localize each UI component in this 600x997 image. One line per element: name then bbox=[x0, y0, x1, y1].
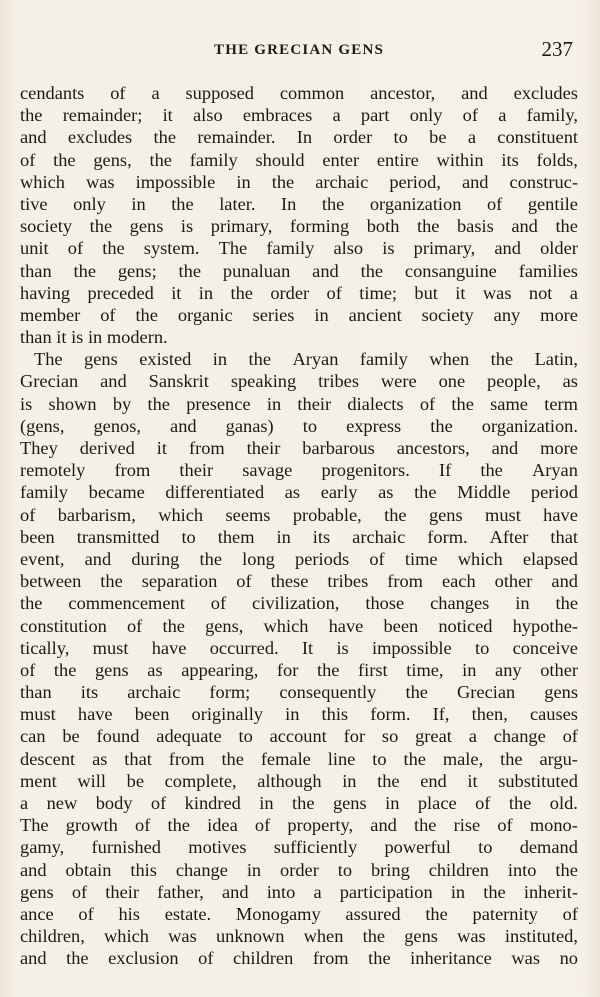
running-head bbox=[0, 34, 600, 64]
text-line: of barbarism, which seems probable, the gens must have bbox=[20, 504, 578, 525]
text-line: than the gens; the punaluan and the consanguine families bbox=[20, 260, 578, 281]
text-line: the commencement of civilization, those changes in the bbox=[20, 593, 578, 614]
text-line: must have been originally in this form. If, then, causes bbox=[20, 704, 578, 725]
text-line: is shown by the presence in their dialects of the same term bbox=[20, 393, 578, 414]
text-line: tically, must have occurred. It is impossible to conceive bbox=[20, 637, 578, 658]
paragraph bbox=[20, 348, 578, 969]
text-line: and the exclusion of children from the inheritance was no bbox=[20, 948, 578, 969]
text-line: been transmitted to them in its archaic form. After that bbox=[20, 526, 578, 547]
text-line: than its archaic form; consequently the Grecian gens bbox=[20, 682, 578, 703]
text-line: gens of their father, and into a participation in the inherit- bbox=[20, 881, 578, 902]
text-line: tive only in the later. In the organization of gentile bbox=[20, 193, 578, 214]
text-line: Grecian and Sanskrit speaking tribes were one people, as bbox=[20, 371, 578, 392]
page-number: 237 bbox=[541, 37, 573, 61]
text-line: The growth of the idea of property, and the rise of mono- bbox=[20, 815, 578, 836]
text-line: which was impossible in the archaic period, and construc- bbox=[20, 171, 578, 192]
text-line: They derived it from their barbarous ancestors, and more bbox=[20, 438, 578, 458]
paragraph bbox=[20, 82, 578, 348]
text-line: ment will be complete, although in the end it substituted bbox=[20, 770, 578, 791]
text-line: event, and during the long periods of time which elapsed bbox=[20, 548, 578, 569]
text-line: the remainder; it also embraces a part only of a family, bbox=[20, 105, 578, 126]
text-line: cendants of a supposed common ancestor, and excludes bbox=[20, 83, 578, 103]
text-line: than it is in modern. bbox=[20, 327, 168, 348]
text-line: society the gens is primary, forming both the basis and the bbox=[20, 216, 578, 237]
text-line: constitution of the gens, which have been noticed hypothe- bbox=[20, 615, 578, 636]
text-line: and excludes the remainder. In order to be a constituent bbox=[20, 127, 578, 148]
text-line: of the gens as appearing, for the first time, in any other bbox=[20, 659, 578, 680]
text-line: and obtain this change in order to bring children into the bbox=[20, 859, 578, 880]
text-line: gamy, furnished motives sufficiently powerful to demand bbox=[20, 837, 578, 858]
text-line: having preceded it in the order of time; but it was not a bbox=[20, 282, 578, 303]
text-line: member of the organic series in ancient society any more bbox=[20, 304, 578, 325]
text-line: unit of the system. The family also is primary, and older bbox=[20, 238, 578, 259]
running-title: THE GRECIAN GENS bbox=[214, 42, 385, 58]
text-line: children, which was unknown when the gens was instituted, bbox=[20, 926, 578, 947]
text-line: of the gens, the family should enter entire within its folds, bbox=[20, 149, 578, 170]
text-line: can be found adequate to account for so great a change of bbox=[20, 726, 578, 747]
text-line: family became differentiated as early as the Middle period bbox=[20, 482, 578, 503]
text-line: between the separation of these tribes from each other and bbox=[20, 571, 578, 592]
text-line: The gens existed in the Aryan family when the Latin, bbox=[34, 349, 578, 370]
text-line: remotely from their savage progenitors. If the Aryan bbox=[20, 460, 578, 481]
text-line: (gens, genos, and ganas) to express the organization. bbox=[20, 415, 578, 436]
body-text bbox=[20, 82, 578, 970]
text-line: ance of his estate. Monogamy assured the paternity of bbox=[20, 903, 578, 924]
text-line: descent as that from the female line to the male, the argu- bbox=[20, 748, 578, 769]
text-line: a new body of kindred in the gens in place of the old. bbox=[20, 793, 578, 813]
